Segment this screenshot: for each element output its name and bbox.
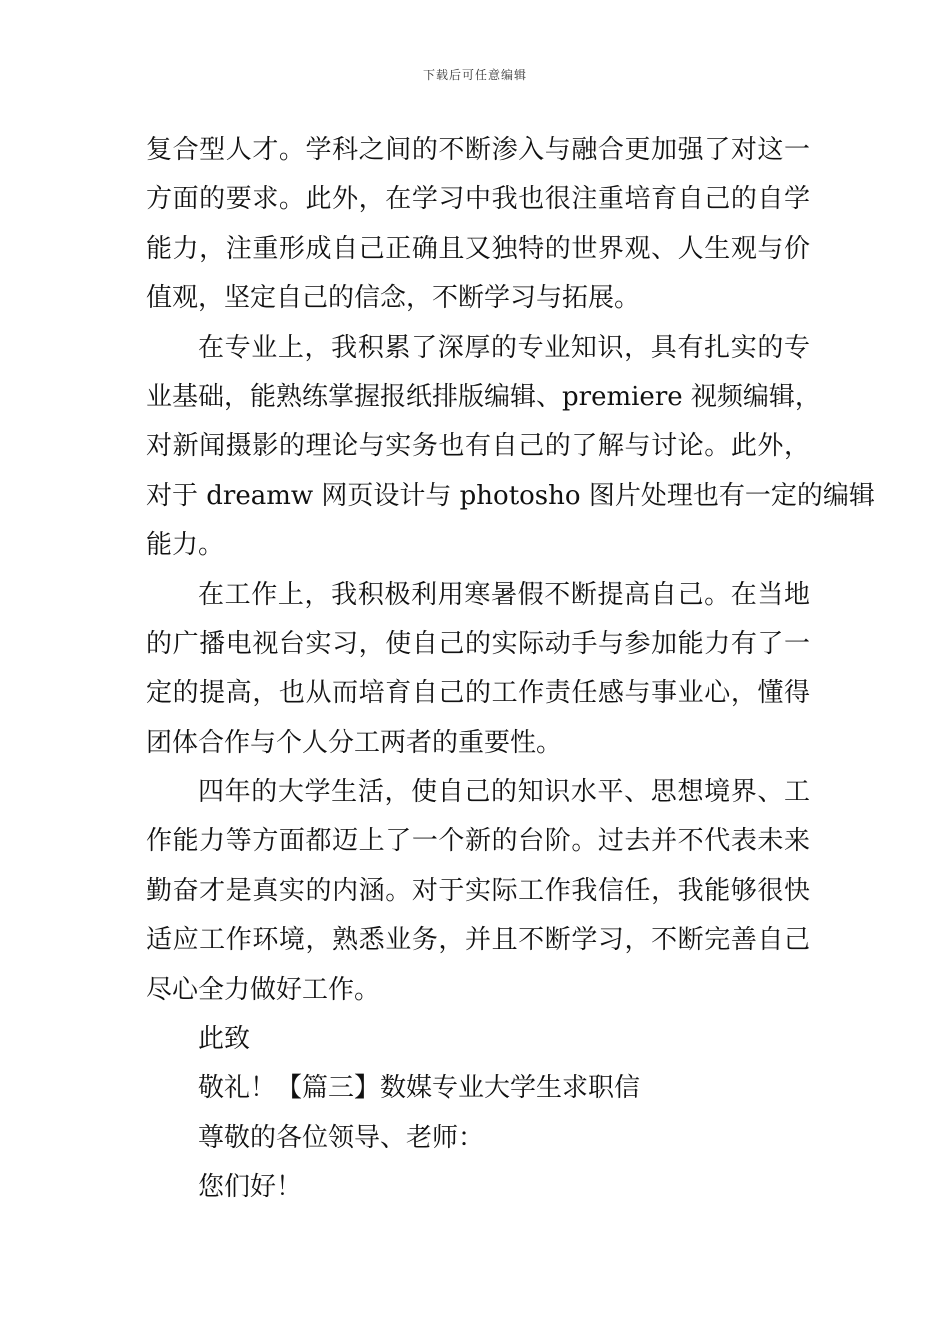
text-line-8: 对于 dreamw 网页设计与 photosho 图片处理也有一定的编辑 <box>146 480 875 511</box>
greeting: 您们好！ <box>198 1172 303 1203</box>
text-line-10: 在工作上，我积极利用寒暑假不断提高自己。在当地 <box>198 579 810 610</box>
text-line-11: 的广播电视台实习，使自己的实际动手与参加能力有了一 <box>146 628 810 659</box>
closing-line: 此致 <box>198 1024 251 1055</box>
text-line-1: 复合型人才。学科之间的不断渗入与融合更加强了对这一 <box>146 135 810 165</box>
text-line-17: 适应工作环境，熟悉业务，并且不断学习，不断完善自己 <box>146 925 810 956</box>
text-line-15: 作能力等方面都迈上了一个新的台阶。过去并不代表未来 <box>146 826 810 857</box>
document-body <box>146 126 875 1213</box>
text-line-2: 方面的要求。此外，在学习中我也很注重培育自己的自学 <box>146 184 810 215</box>
text-line-4: 值观，坚定自己的信念，不断学习与拓展。 <box>146 283 641 314</box>
salutation: 尊敬的各位领导、老师： <box>198 1122 485 1153</box>
text-line-14: 四年的大学生活，使自己的知识水平、思想境界、工 <box>198 777 810 808</box>
text-line-9: 能力。 <box>146 530 225 561</box>
text-line-7: 对新闻摄影的理论与实务也有自己的了解与讨论。此外， <box>146 431 810 462</box>
text-line-12: 定的提高，也从而培育自己的工作责任感与事业心，懂得 <box>146 678 810 709</box>
text-line-3: 能力，注重形成自己正确且又独特的世界观、人生观与价 <box>146 233 810 264</box>
page-header: 下载后可任意编辑 <box>422 68 527 82</box>
text-line-18: 尽心全力做好工作。 <box>146 974 381 1005</box>
text-line-16: 勤奋才是真实的内涵。对于实际工作我信任，我能够很快 <box>146 875 810 906</box>
text-line-13: 团体合作与个人分工两者的重要性。 <box>146 727 563 758</box>
section-heading: 敬礼！【篇三】数媒专业大学生求职信 <box>198 1073 641 1104</box>
text-line-6: 业基础，能熟练掌握报纸排版编辑、premiere 视频编辑， <box>146 381 821 412</box>
text-line-5: 在专业上，我积累了深厚的专业知识，具有扎实的专 <box>198 332 810 363</box>
